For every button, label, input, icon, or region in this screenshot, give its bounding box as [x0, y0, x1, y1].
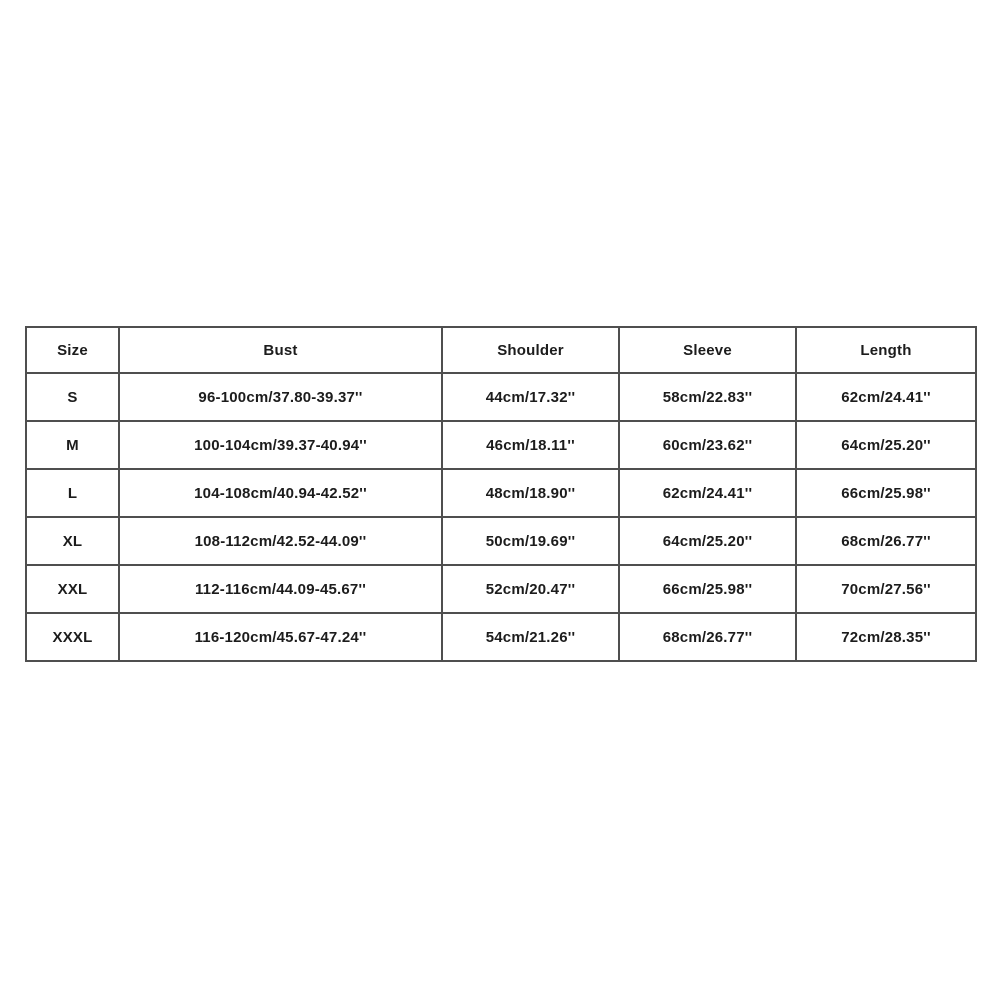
cell-size: XL [26, 517, 119, 565]
column-header-sleeve: Sleeve [619, 327, 796, 373]
cell-length: 68cm/26.77'' [796, 517, 976, 565]
table-header-row [26, 327, 976, 373]
cell-sleeve: 64cm/25.20'' [619, 517, 796, 565]
cell-shoulder: 54cm/21.26'' [442, 613, 619, 661]
cell-bust: 116-120cm/45.67-47.24'' [119, 613, 442, 661]
cell-shoulder: 46cm/18.11'' [442, 421, 619, 469]
cell-sleeve: 60cm/23.62'' [619, 421, 796, 469]
cell-size: M [26, 421, 119, 469]
column-header-size: Size [26, 327, 119, 373]
table-row [26, 373, 976, 421]
table-row [26, 517, 976, 565]
column-header-shoulder: Shoulder [442, 327, 619, 373]
cell-sleeve: 58cm/22.83'' [619, 373, 796, 421]
cell-sleeve: 66cm/25.98'' [619, 565, 796, 613]
cell-bust: 100-104cm/39.37-40.94'' [119, 421, 442, 469]
table-row [26, 565, 976, 613]
cell-shoulder: 50cm/19.69'' [442, 517, 619, 565]
table-row [26, 613, 976, 661]
cell-shoulder: 44cm/17.32'' [442, 373, 619, 421]
cell-sleeve: 62cm/24.41'' [619, 469, 796, 517]
size-chart-table [25, 326, 977, 662]
cell-bust: 112-116cm/44.09-45.67'' [119, 565, 442, 613]
cell-size: S [26, 373, 119, 421]
cell-size: L [26, 469, 119, 517]
table-row [26, 469, 976, 517]
cell-length: 66cm/25.98'' [796, 469, 976, 517]
column-header-length: Length [796, 327, 976, 373]
cell-shoulder: 48cm/18.90'' [442, 469, 619, 517]
cell-bust: 104-108cm/40.94-42.52'' [119, 469, 442, 517]
column-header-bust: Bust [119, 327, 442, 373]
cell-length: 70cm/27.56'' [796, 565, 976, 613]
cell-length: 72cm/28.35'' [796, 613, 976, 661]
cell-bust: 96-100cm/37.80-39.37'' [119, 373, 442, 421]
table-row [26, 421, 976, 469]
cell-size: XXL [26, 565, 119, 613]
cell-size: XXXL [26, 613, 119, 661]
cell-length: 62cm/24.41'' [796, 373, 976, 421]
cell-bust: 108-112cm/42.52-44.09'' [119, 517, 442, 565]
cell-length: 64cm/25.20'' [796, 421, 976, 469]
cell-sleeve: 68cm/26.77'' [619, 613, 796, 661]
cell-shoulder: 52cm/20.47'' [442, 565, 619, 613]
